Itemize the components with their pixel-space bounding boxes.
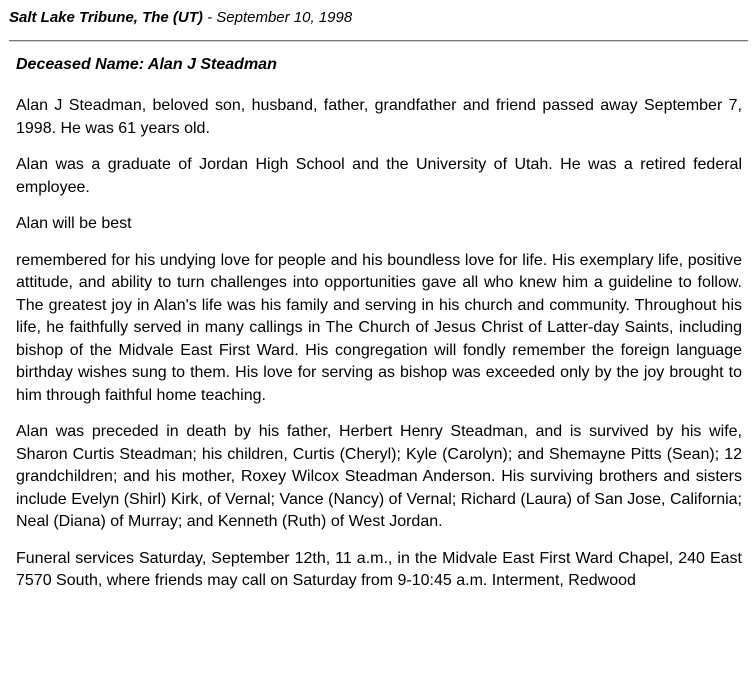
paragraph-funeral: Funeral services Saturday, September 12th, 11 a.m., in the Midvale East First Ward Chapel, 240 East 7570 South, where friends may call on Saturday from 9-10:45 a.m. Interment, Redwood bbox=[16, 549, 742, 589]
obituary-body bbox=[16, 95, 742, 607]
publication-header bbox=[9, 7, 352, 29]
paragraph-survivors: Alan was preceded in death by his father, Herbert Henry Steadman, and is survived by his wife, Sharon Curtis Steadman; his children, Curtis (Cheryl); Kyle (Carolyn); and Shemayne Pitts (Sean); 12 grandchildren; and his mother, Roxey Wilcox Steadman Anderson. His surviving brothers and sisters include Evelyn (Shirl) Kirk, of Vernal; Vance (Nancy) of Vernal; Richard (Laura) of San Jose, California; Neal (Diana) of Murray; and Kenneth (Ruth) of West Jordan. bbox=[16, 423, 742, 530]
paragraph-remembered: remembered for his undying love for people and his boundless love for life. His exemplary life, positive attitude, and ability to turn challenges into opportunities gave all who knew him a guideline to follow. The greatest joy in Alan's life was his family and serving in his church and community. Throughout his life, he faithfully served in many callings in The Church of Jesus Christ of Latter-day Saints, including bishop of the Midvale East First Ward. His congregation will fondly remember the foreign language birthday wishes sung to them. His love for serving as bishop was exceeded only by the joy brought to him through faithful home teaching. bbox=[16, 251, 742, 404]
paragraph-announcement: Alan J Steadman, beloved son, husband, father, grandfather and friend passed away September 7, 1998. He was 61 years old. bbox=[16, 97, 742, 137]
publication-name: Salt Lake Tribune, The (UT) bbox=[9, 9, 203, 26]
paragraph-education: Alan was a graduate of Jordan High School and the University of Utah. He was a retired federal employee. bbox=[16, 156, 742, 196]
publication-date: September 10, 1998 bbox=[216, 9, 353, 26]
header-separator: - bbox=[202, 9, 217, 26]
header-divider bbox=[9, 40, 748, 42]
deceased-name-heading: Deceased Name: Alan J Steadman bbox=[16, 56, 277, 73]
paragraph-remembered-intro: Alan will be best bbox=[16, 215, 132, 232]
